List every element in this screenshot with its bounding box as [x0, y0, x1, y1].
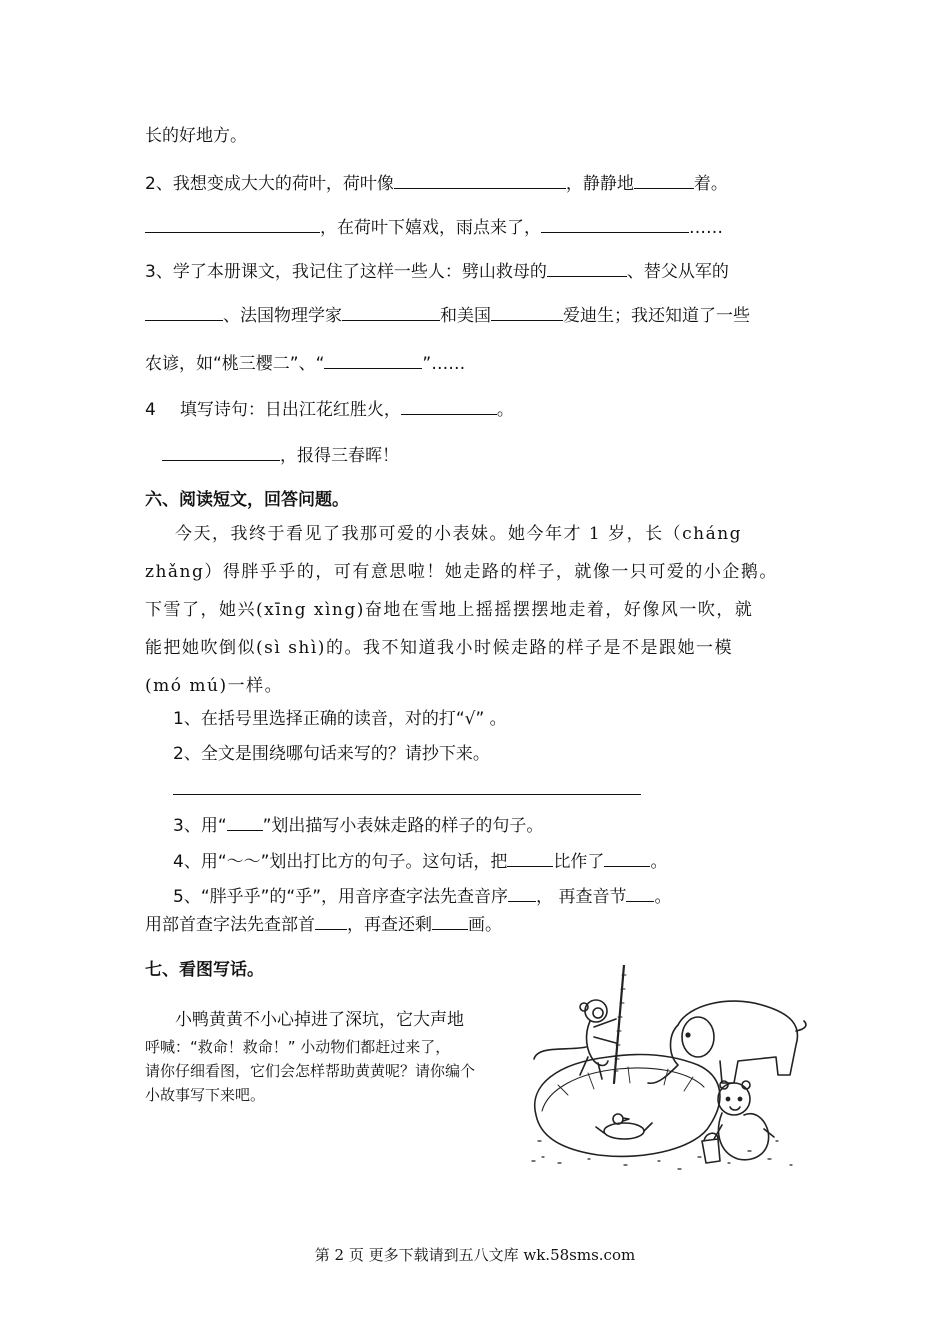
- question-6-3: 3、用“ ”划出描写小表妹走路的样子的句子。: [173, 812, 543, 838]
- question-6-2: 2、全文是围绕哪句话来写的？请抄下来。: [173, 744, 490, 764]
- answer-blank[interactable]: [626, 883, 654, 902]
- question-5-2: 2、我想变成大大的荷叶，荷叶像 ，静静地 着。: [145, 170, 728, 196]
- answer-blank[interactable]: [541, 214, 689, 233]
- answer-blank[interactable]: [634, 170, 694, 189]
- answer-blank[interactable]: [162, 442, 280, 461]
- story-line: 今天，我终于看见了我那可爱的小表妹。她今年才 1 岁，长（cháng: [175, 524, 743, 544]
- text-line: 长的好地方。: [145, 126, 247, 146]
- answer-blank[interactable]: [604, 848, 650, 867]
- prompt-line: 小故事写下来吧。: [145, 1086, 266, 1104]
- pit-icon: [535, 1055, 720, 1157]
- question-5-4: 4 填写诗句：日出江花红胜火， 。: [145, 396, 514, 422]
- answer-blank: [227, 812, 263, 831]
- prompt-line: 呼喊：“救命！救命！” 小动物们都赶过来了，: [145, 1038, 451, 1056]
- answer-blank[interactable]: [547, 258, 627, 277]
- answer-blank[interactable]: [401, 396, 497, 415]
- answer-blank[interactable]: [508, 883, 536, 902]
- story-line: 下雪了，她兴(xīng xìng)奋地在雪地上摇摇摆摆地走着，好像风一吹，就: [145, 600, 754, 620]
- bear-icon: [702, 1081, 774, 1163]
- answer-line[interactable]: [173, 794, 641, 795]
- question-5-3-cont2: 农谚，如“桃三樱二”、“ ”……: [145, 350, 465, 376]
- answer-blank[interactable]: [432, 911, 468, 930]
- question-5-3-cont: 、法国物理学家 和美国 爱迪生；我还知道了一些: [145, 302, 750, 328]
- story-line: zhǎng）得胖乎乎的，可有意思啦！她走路的样子，就像一只可爱的小企鹅。: [145, 562, 778, 582]
- answer-blank[interactable]: [394, 170, 566, 189]
- animals-rescue-illustration: [528, 965, 808, 1175]
- answer-blank[interactable]: [342, 302, 440, 321]
- answer-blank[interactable]: [491, 302, 563, 321]
- story-line: 能把她吹倒似(sì shì)的。我不知道我小时候走路的样子是不是跟她一模: [145, 638, 733, 658]
- answer-blank[interactable]: [324, 350, 422, 369]
- answer-blank[interactable]: [507, 848, 553, 867]
- question-6-5-cont: 用部首查字法先查部首 ，再查还剩 画。: [145, 911, 502, 937]
- answer-blank[interactable]: [315, 911, 347, 930]
- page-footer: 第 2 页 更多下载请到五八文库 wk.58sms.com: [314, 1246, 636, 1264]
- answer-blank[interactable]: [145, 302, 223, 321]
- prompt-line: 请你仔细看图，它们会怎样帮助黄黄呢？请你编个: [145, 1062, 476, 1080]
- question-5-2-cont: ，在荷叶下嬉戏，雨点来了， ……: [145, 214, 723, 240]
- elephant-icon: [648, 1001, 806, 1083]
- ground-texture: [532, 1141, 792, 1169]
- answer-blank[interactable]: [145, 214, 320, 233]
- duckling-icon: [596, 1114, 652, 1139]
- question-5-3: 3、学了本册课文，我记住了这样一些人：劈山救母的 、替父从军的: [145, 258, 729, 284]
- question-5-4-cont: ，报得三春晖！: [162, 442, 399, 468]
- question-6-4: 4、用“～～”划出打比方的句子。这句话，把 比作了 。: [173, 848, 667, 874]
- story-line: (mó mú)一样。: [145, 676, 284, 696]
- section-7-title: 七、看图写话。: [145, 960, 264, 980]
- monkey-icon: [534, 965, 626, 1083]
- question-6-1: 1、在括号里选择正确的读音，对的打“√” 。: [173, 709, 507, 729]
- section-6-title: 六、阅读短文，回答问题。: [145, 490, 349, 510]
- prompt-line: 小鸭黄黄不小心掉进了深坑，它大声地: [175, 1010, 464, 1030]
- question-6-5: 5、“胖乎乎”的“乎”，用音序查字法先查音序 ， 再查音节 。: [173, 883, 671, 909]
